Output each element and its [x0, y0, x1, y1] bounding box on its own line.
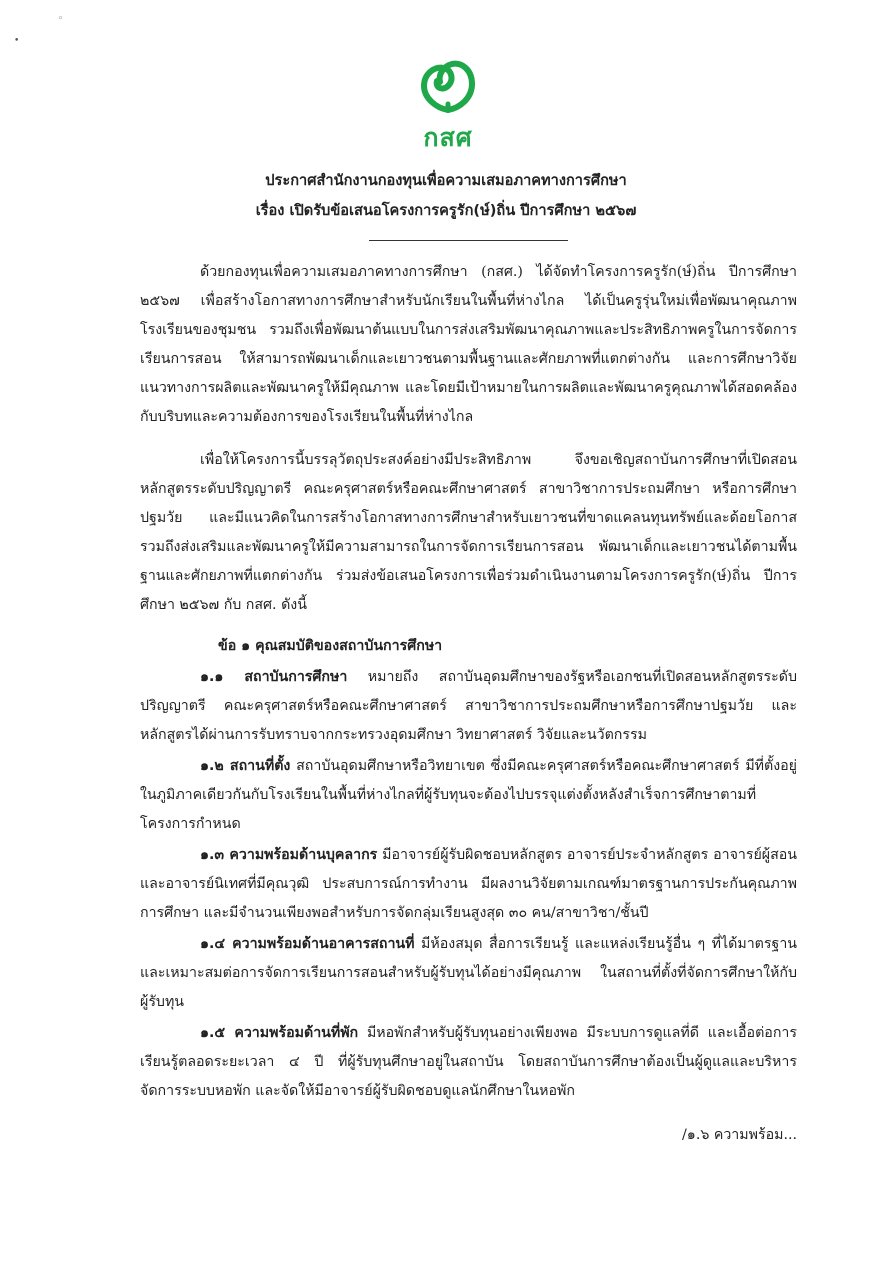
scan-mark: ◦: [58, 14, 64, 24]
announcement-title: ประกาศสำนักงานกองทุนเพื่อความเสมอภาคทางการศึกษา: [265, 172, 627, 189]
page-continuation: /๑.๖ ความพร้อม...: [682, 1127, 797, 1143]
clause-item-text: สถาบันอุดมศึกษาหรือวิทยาเขต ซึ่งมีคณะครุศาสตร์หรือคณะศึกษาศาสตร์ มีที่ตั้งอยู่ในภูมิภาคเดียวกันกับโรงเรียนในพื้นที่ห่างไกลที่ผู้รับทุนจะต้องไปบรรจุแต่งตั้งหลังสำเร็จการศึกษาตามที่โครงการกำหนด: [140, 758, 797, 832]
clause-item: [140, 663, 797, 750]
clause-1-heading: [140, 632, 797, 661]
announcement-subject: เรื่อง เปิดรับข้อเสนอโครงการครูรัก(ษ์)ถิ่น ปีการศึกษา ๒๕๖๗: [255, 202, 637, 219]
clause-item: [140, 841, 797, 928]
clause-item: [140, 752, 797, 839]
title-divider: [369, 240, 568, 241]
eef-logo: [408, 52, 488, 152]
clause-item: [140, 930, 797, 1017]
logo-text: กสศ: [423, 123, 473, 152]
clause-item-label: ๑.๒ สถานที่ตั้ง: [200, 758, 291, 774]
paragraph-intro: ด้วยกองทุนเพื่อความเสมอภาคทางการศึกษา (กสศ.) ได้จัดทำโครงการครูรัก(ษ์)ถิ่น ปีการศึกษา ๒๕๖๗ เพื่อสร้างโอกาสทางการศึกษาสำหรับนักเรียนในพื้นที่ห่างไกล ได้เป็นครูรุ่นใหม่เพื่อพัฒนาคุณภาพโรงเรียนของชุมชน รวมถึงเพื่อพัฒนาต้นแบบในการส่งเสริมพัฒนาคุณภาพและประสิทธิภาพครูในการจัดการเรียนการสอน ให้สามารถพัฒนาเด็กและเยาวชนตามพื้นฐานและศักยภาพที่แตกต่างกัน และการศึกษาวิจัยแนวทางการผลิตและพัฒนาครูให้มีคุณภาพ และโดยมีเป้าหมายในการผลิตและพัฒนาครูคุณภาพได้สอดคล้องกับบริบทและความต้องการของโรงเรียนในพื้นที่ห่างไกล: [140, 264, 797, 425]
clause-item-label: ๑.๓ ความพร้อมด้านบุคลากร: [200, 847, 378, 863]
clause-item-label: ๑.๑ สถาบันการศึกษา: [200, 669, 348, 685]
clause-item-label: ๑.๔ ความพร้อมด้านอาคารสถานที่: [200, 936, 415, 952]
clause-item-text: มีห้องสมุด สื่อการเรียนรู้ และแหล่งเรียนรู้อื่น ๆ ที่ได้มาตรฐานและเหมาะสมต่อการจัดการเรียนการสอนสำหรับผู้รับทุนได้อย่างมีคุณภาพ ในสถานที่ตั้งที่จัดการศึกษาให้กับผู้รับทุน: [140, 936, 798, 1010]
document-body: [140, 258, 797, 1106]
clause-item-text: มีหอพักสำหรับผู้รับทุนอย่างเพียงพอ มีระบบการดูแลที่ดี และเอื้อต่อการเรียนรู้ตลอดระยะเวลา ๔ ปี ที่ผู้รับทุนศึกษาอยู่ในสถาบัน โดยสถาบันการศึกษาต้องเป็นผู้ดูแลและบริหารจัดการระบบหอพัก และจัดให้มีอาจารย์ผู้รับผิดชอบดูแลนักศึกษาในหอพัก: [140, 1025, 797, 1099]
paragraph-invitation: เพื่อให้โครงการนี้บรรลุวัตถุประสงค์อย่างมีประสิทธิภาพ จึงขอเชิญสถาบันการศึกษาที่เปิดสอนหลักสูตรระดับปริญญาตรี คณะครุศาสตร์หรือคณะศึกษาศาสตร์ สาขาวิชาการประถมศึกษา หรือการศึกษาปฐมวัย และมีแนวคิดในการสร้างโอกาสทางการศึกษาสำหรับเยาวชนที่ขาดแคลนทุนทรัพย์และด้อยโอกาส รวมถึงส่งเสริมและพัฒนาครูให้มีความสามารถในการจัดการเรียนการสอน พัฒนาเด็กและเยาวชนได้ตามพื้นฐานและศักยภาพที่แตกต่างกัน ร่วมส่งข้อเสนอโครงการเพื่อร่วมดำเนินงานตามโครงการครูรัก(ษ์)ถิ่น ปีการศึกษา ๒๕๖๗ กับ กสศ. ดังนี้: [140, 452, 797, 613]
leaf-emblem-icon: [408, 52, 488, 116]
clause-item-text: มีอาจารย์ผู้รับผิดชอบหลักสูตร อาจารย์ประจำหลักสูตร อาจารย์ผู้สอน และอาจารย์นิเทศที่มีคุณวุฒิ ประสบการณ์การทำงาน มีผลงานวิจัยตามเกณฑ์มาตรฐานการประกันคุณภาพการศึกษา และมีจำนวนเพียงพอสำหรับการจัดกลุ่มเรียนสูงสุด ๓๐ คน/สาขาวิชา/ชั้นปี: [140, 847, 797, 921]
clause-item-label: ๑.๕ ความพร้อมด้านที่พัก: [200, 1025, 359, 1041]
scan-mark: •: [14, 36, 20, 46]
clause-item-text: หมายถึง สถาบันอุดมศึกษาของรัฐหรือเอกชนที่เปิดสอนหลักสูตรระดับปริญญาตรี คณะครุศาสตร์หรือคณะศึกษาศาสตร์ สาขาวิชาการประถมศึกษาหรือการศึกษาปฐมวัย และหลักสูตรได้ผ่านการรับทราบจากกระทรวงอุดมศึกษา วิทยาศาสตร์ วิจัยและนวัตกรรม: [140, 669, 797, 743]
clause-1-heading-text: ข้อ ๑ คุณสมบัติของสถาบันการศึกษา: [218, 638, 443, 654]
clause-item: [140, 1019, 797, 1106]
